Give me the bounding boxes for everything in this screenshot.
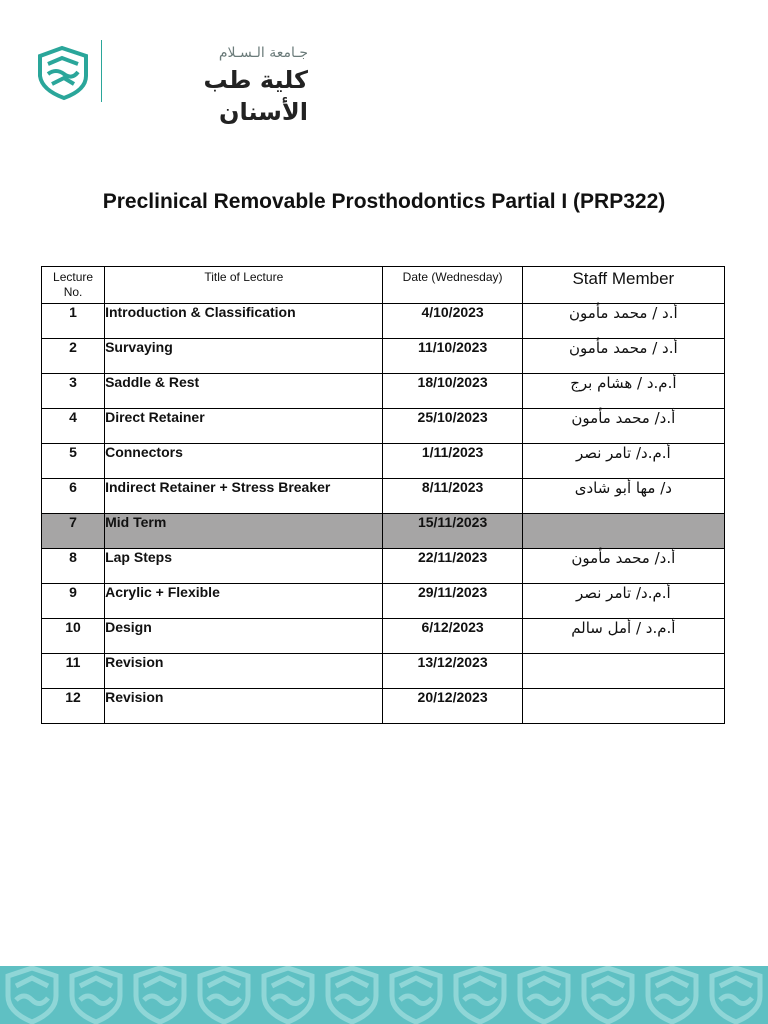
row-lecture-title: Introduction & Classification [105, 304, 383, 339]
header-divider [101, 40, 102, 102]
header-lecture-no [42, 267, 105, 304]
row-staff-member: أ.م.د/ تامر نصر [522, 444, 724, 479]
row-lecture-title: Indirect Retainer + Stress Breaker [105, 479, 383, 514]
header-title-text: Title of Lecture [204, 270, 284, 284]
row-lecture-date: 11/10/2023 [383, 339, 522, 374]
table-row [42, 444, 725, 479]
header-date [383, 267, 522, 304]
row-staff-member [522, 654, 724, 689]
row-lecture-date: 18/10/2023 [383, 374, 522, 409]
row-lecture-title: Connectors [105, 444, 383, 479]
row-lecture-no: 6 [42, 479, 105, 514]
header-lecture-no-line1: Lecture [53, 270, 94, 284]
row-lecture-title: Design [105, 619, 383, 654]
row-lecture-date: 6/12/2023 [383, 619, 522, 654]
header-text [108, 44, 308, 128]
document-title: Preclinical Removable Prosthodontics Partial I (PRP322) [102, 190, 666, 213]
footer-pattern-icon [0, 966, 768, 1024]
row-lecture-no: 9 [42, 584, 105, 619]
row-lecture-no: 5 [42, 444, 105, 479]
header-staff [522, 267, 724, 304]
row-lecture-no: 11 [42, 654, 105, 689]
table-header-row [42, 267, 725, 304]
row-staff-member: أ.د/ محمد مأمون [522, 409, 724, 444]
table-row [42, 374, 725, 409]
row-staff-member: أ.م.د / هشام برج [522, 374, 724, 409]
row-lecture-title: Mid Term [105, 514, 383, 549]
table-row [42, 619, 725, 654]
row-lecture-date: 8/11/2023 [383, 479, 522, 514]
row-lecture-title: Lap Steps [105, 549, 383, 584]
table-row [42, 689, 725, 724]
row-lecture-no: 7 [42, 514, 105, 549]
table-row [42, 409, 725, 444]
row-staff-member [522, 514, 724, 549]
table-row-midterm [42, 514, 725, 549]
row-lecture-no: 1 [42, 304, 105, 339]
row-lecture-title: Revision [105, 654, 383, 689]
row-lecture-date: 13/12/2023 [383, 654, 522, 689]
row-staff-member: أ.م.د / أمل سالم [522, 619, 724, 654]
table-row [42, 339, 725, 374]
row-lecture-no: 2 [42, 339, 105, 374]
row-lecture-date: 1/11/2023 [383, 444, 522, 479]
row-lecture-date: 29/11/2023 [383, 584, 522, 619]
row-lecture-title: Saddle & Rest [105, 374, 383, 409]
university-logo-icon [36, 42, 92, 102]
university-name: جـامعة الـسـلام [218, 45, 308, 61]
table-row [42, 549, 725, 584]
row-lecture-title: Direct Retainer [105, 409, 383, 444]
row-lecture-no: 10 [42, 619, 105, 654]
header-lecture-no-line2: No. [63, 285, 83, 299]
row-lecture-date: 22/11/2023 [383, 549, 522, 584]
row-lecture-date: 15/11/2023 [383, 514, 522, 549]
faculty-name: كلية طب الأسنان [203, 66, 308, 126]
table-row [42, 304, 725, 339]
header [36, 40, 308, 126]
row-staff-member [522, 689, 724, 724]
header-staff-text: Staff Member [572, 269, 675, 288]
table-row [42, 584, 725, 619]
lecture-schedule-table [41, 266, 725, 724]
row-lecture-title: Survaying [105, 339, 383, 374]
row-lecture-title: Revision [105, 689, 383, 724]
row-lecture-title: Acrylic + Flexible [105, 584, 383, 619]
table-row [42, 479, 725, 514]
row-lecture-date: 4/10/2023 [383, 304, 522, 339]
row-staff-member: أ.م.د/ تامر نصر [522, 584, 724, 619]
row-staff-member: د/ مها أبو شادى [522, 479, 724, 514]
row-staff-member: أ.د / محمد مأمون [522, 339, 724, 374]
header-date-text: Date (Wednesday) [402, 270, 503, 284]
row-lecture-no: 12 [42, 689, 105, 724]
row-lecture-no: 3 [42, 374, 105, 409]
row-staff-member: أ.د/ محمد مأمون [522, 549, 724, 584]
row-lecture-no: 8 [42, 549, 105, 584]
header-title [105, 267, 383, 304]
row-staff-member: أ.د / محمد مأمون [522, 304, 724, 339]
row-lecture-no: 4 [42, 409, 105, 444]
footer-pattern-band [0, 966, 768, 1024]
row-lecture-date: 20/12/2023 [383, 689, 522, 724]
table-row [42, 654, 725, 689]
row-lecture-date: 25/10/2023 [383, 409, 522, 444]
